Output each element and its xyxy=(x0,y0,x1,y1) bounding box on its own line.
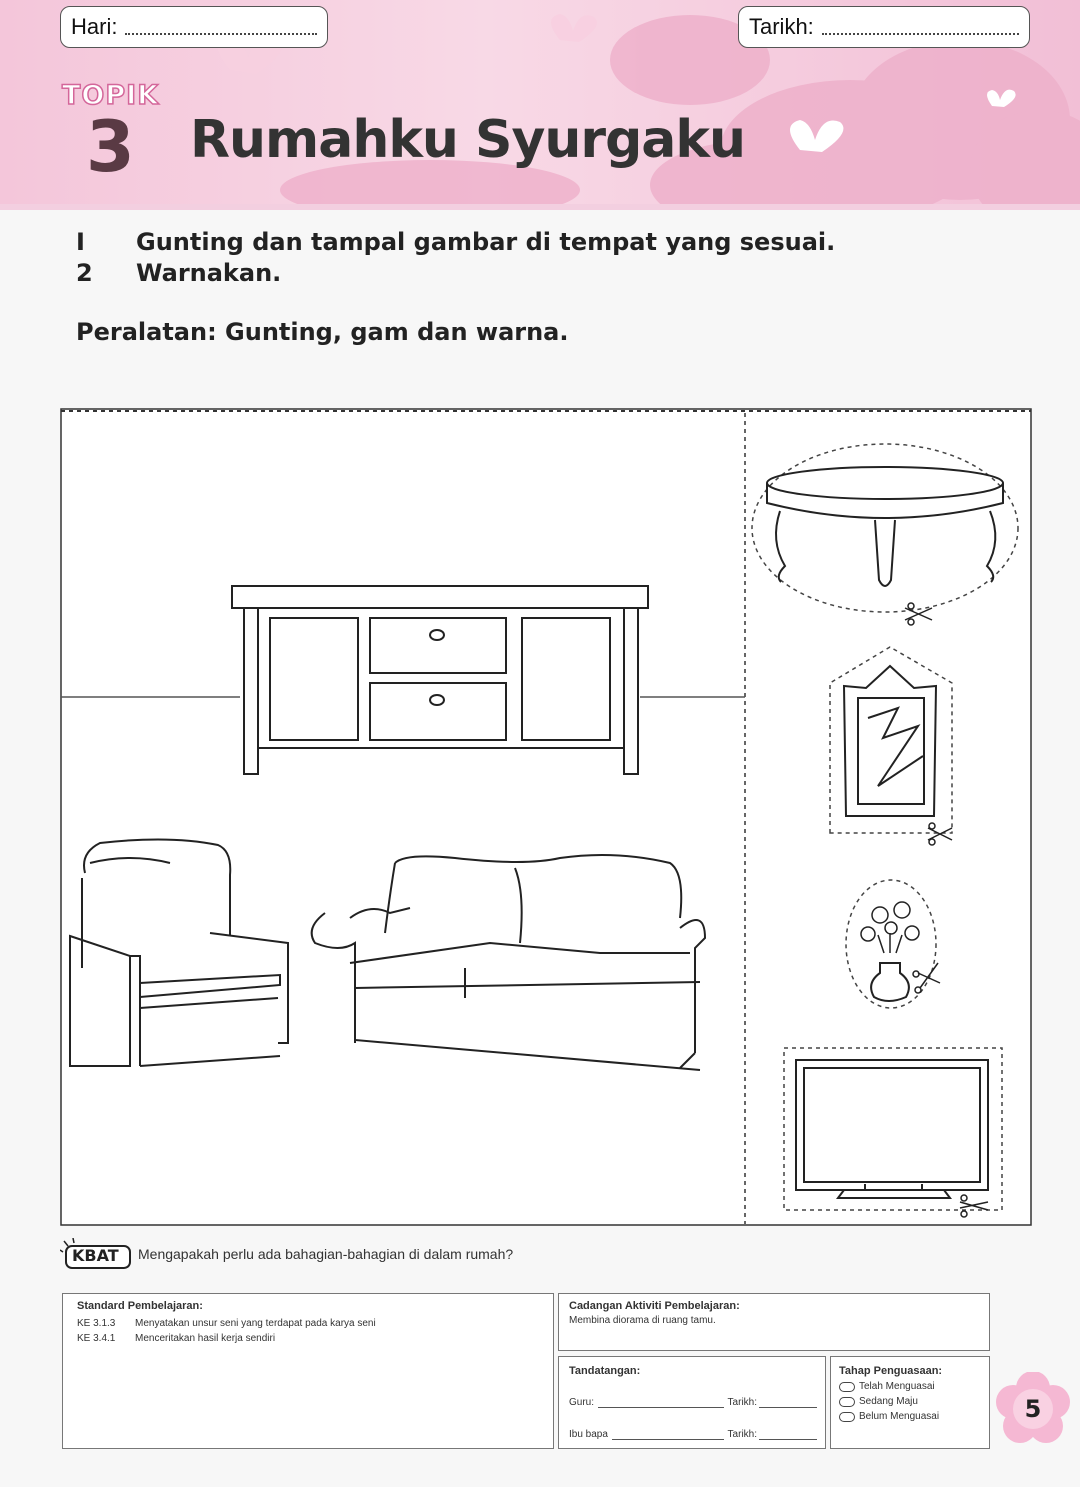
mastery-option[interactable] xyxy=(839,1381,981,1392)
instruction-text: Warnakan. xyxy=(136,259,282,287)
standards-title: Standard Pembelajaran: xyxy=(77,1300,203,1312)
signature-box xyxy=(558,1356,826,1449)
standard-item xyxy=(77,1318,539,1329)
instruction-number: 2 xyxy=(76,259,93,287)
page-number-badge xyxy=(996,1372,1070,1446)
instruction-2 xyxy=(76,259,876,289)
mastery-box xyxy=(830,1356,990,1449)
mastery-radio-icon[interactable] xyxy=(839,1397,855,1407)
standard-code: KE 3.4.1 xyxy=(77,1333,116,1344)
page-title: Rumahku Syurgaku xyxy=(190,110,745,170)
teacher-date-line xyxy=(759,1407,817,1408)
activity-text: Membina diorama di ruang tamu. xyxy=(569,1315,716,1326)
mastery-option[interactable] xyxy=(839,1396,981,1407)
mastery-title: Tahap Penguasaan: xyxy=(839,1365,943,1377)
standard-text: Menceritakan hasil kerja sendiri xyxy=(135,1333,276,1344)
activity-scene xyxy=(60,408,1032,1226)
date-field[interactable] xyxy=(738,6,1030,48)
parent-label: Ibu bapa xyxy=(569,1429,608,1440)
teacher-date-label: Tarikh: xyxy=(727,1397,757,1408)
parent-date-line xyxy=(759,1439,817,1440)
mastery-option-label: Sedang Maju xyxy=(859,1396,918,1407)
standards-box xyxy=(62,1293,554,1449)
parent-signature-row[interactable] xyxy=(569,1429,817,1440)
date-dotted-line xyxy=(822,33,1019,35)
topic-number: 3 xyxy=(86,106,135,188)
page-number: 5 xyxy=(1024,1395,1042,1423)
mastery-option-label: Belum Menguasai xyxy=(859,1411,940,1422)
activity-box xyxy=(558,1293,990,1351)
signature-title: Tandatangan: xyxy=(569,1365,641,1377)
day-dotted-line xyxy=(125,33,317,35)
mastery-radio-icon[interactable] xyxy=(839,1382,855,1392)
instruction-1 xyxy=(76,228,876,258)
kbat-badge xyxy=(60,1238,134,1274)
teacher-signature-row[interactable] xyxy=(569,1397,817,1408)
equipment-text: Peralatan: Gunting, gam dan warna. xyxy=(76,318,569,346)
day-label: Hari: xyxy=(71,14,118,39)
scene-drawing xyxy=(60,408,1032,1226)
teacher-signature-line xyxy=(598,1407,724,1408)
standard-item xyxy=(77,1333,539,1344)
date-label: Tarikh: xyxy=(749,14,814,39)
topic-label: TOPIK xyxy=(62,80,160,111)
kbat-question: Mengapakah perlu ada bahagian-bahagian di dalam rumah? xyxy=(138,1246,514,1262)
standard-text: Menyatakan unsur seni yang terdapat pada karya seni xyxy=(135,1318,376,1329)
day-field[interactable] xyxy=(60,6,328,48)
instruction-number: I xyxy=(76,228,85,256)
mastery-option-label: Telah Menguasai xyxy=(859,1381,935,1392)
standard-code: KE 3.1.3 xyxy=(77,1318,116,1329)
kbat-label: KBAT xyxy=(72,1246,119,1265)
activity-title: Cadangan Aktiviti Pembelajaran: xyxy=(569,1300,740,1312)
mastery-radio-icon[interactable] xyxy=(839,1412,855,1422)
teacher-label: Guru: xyxy=(569,1397,595,1408)
instruction-text: Gunting dan tampal gambar di tempat yang sesuai. xyxy=(136,228,836,256)
parent-signature-line xyxy=(612,1439,724,1440)
parent-date-label: Tarikh: xyxy=(727,1429,757,1440)
mastery-option[interactable] xyxy=(839,1411,981,1422)
